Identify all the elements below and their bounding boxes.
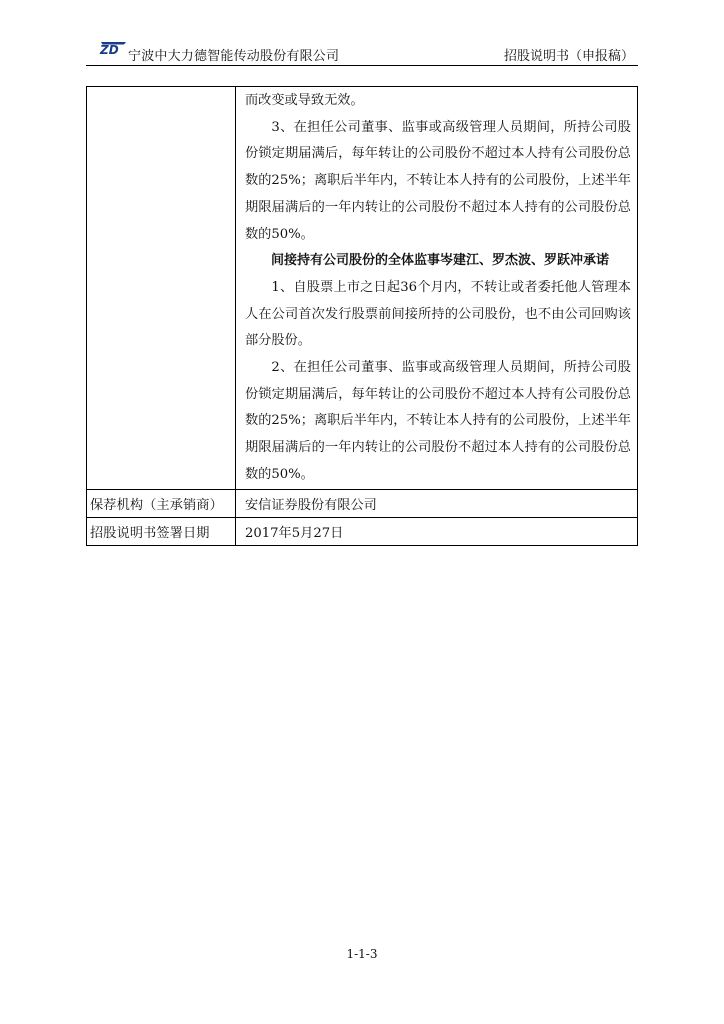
- commitment-item-2: 2、在担任公司董事、监事或高级管理人员期间，所持公司股份锁定期届满后，每年转让的公司股份不超过本人持有公司股份总数的25%；离职后半年内，不转让本人持有的公司股份，上述半年期限届满后的一年内转让的公司股份不超过本人持有的公司股份总数的50%。: [245, 360, 631, 482]
- commitment-content-cell: [236, 87, 638, 490]
- continued-text: 而改变或导致无效。: [245, 93, 364, 108]
- table-row: [87, 517, 638, 545]
- page-header: [86, 38, 638, 66]
- signing-date-label: 招股说明书签署日期: [87, 517, 236, 545]
- company-name: 宁波中大力德智能传动股份有限公司: [128, 49, 340, 64]
- company-logo-icon: [98, 40, 128, 56]
- sponsor-label: 保荐机构（主承销商）: [87, 489, 236, 517]
- table-row: [87, 489, 638, 517]
- commitment-item-1: 1、自股票上市之日起36个月内，不转让或者委托他人管理本人在公司首次发行股票前间接所持的公司股份，也不由公司回购该部分股份。: [245, 279, 631, 349]
- commitment-item-3: 3、在担任公司董事、监事或高级管理人员期间，所持公司股份锁定期届满后，每年转让的公司股份不超过本人持有公司股份总数的25%；离职后半年内，不转让本人持有的公司股份，上述半年期限届满后的一年内转让的公司股份不超过本人持有的公司股份总数的50%。: [245, 119, 631, 242]
- table-row: [87, 87, 638, 490]
- info-table: [86, 86, 638, 546]
- logo-text: ZD: [100, 43, 119, 56]
- supervisor-commitment-heading: 间接持有公司股份的全体监事岑建江、罗杰波、罗跃冲承诺: [271, 253, 610, 269]
- signing-date-value: 2017年5月27日: [236, 517, 638, 545]
- document-title: 招股说明书（申报稿）: [503, 49, 634, 64]
- sponsor-value: 安信证券股份有限公司: [236, 489, 638, 517]
- header-divider: [86, 65, 638, 66]
- page-number: 1-1-3: [346, 947, 378, 961]
- empty-label-cell: [87, 87, 236, 490]
